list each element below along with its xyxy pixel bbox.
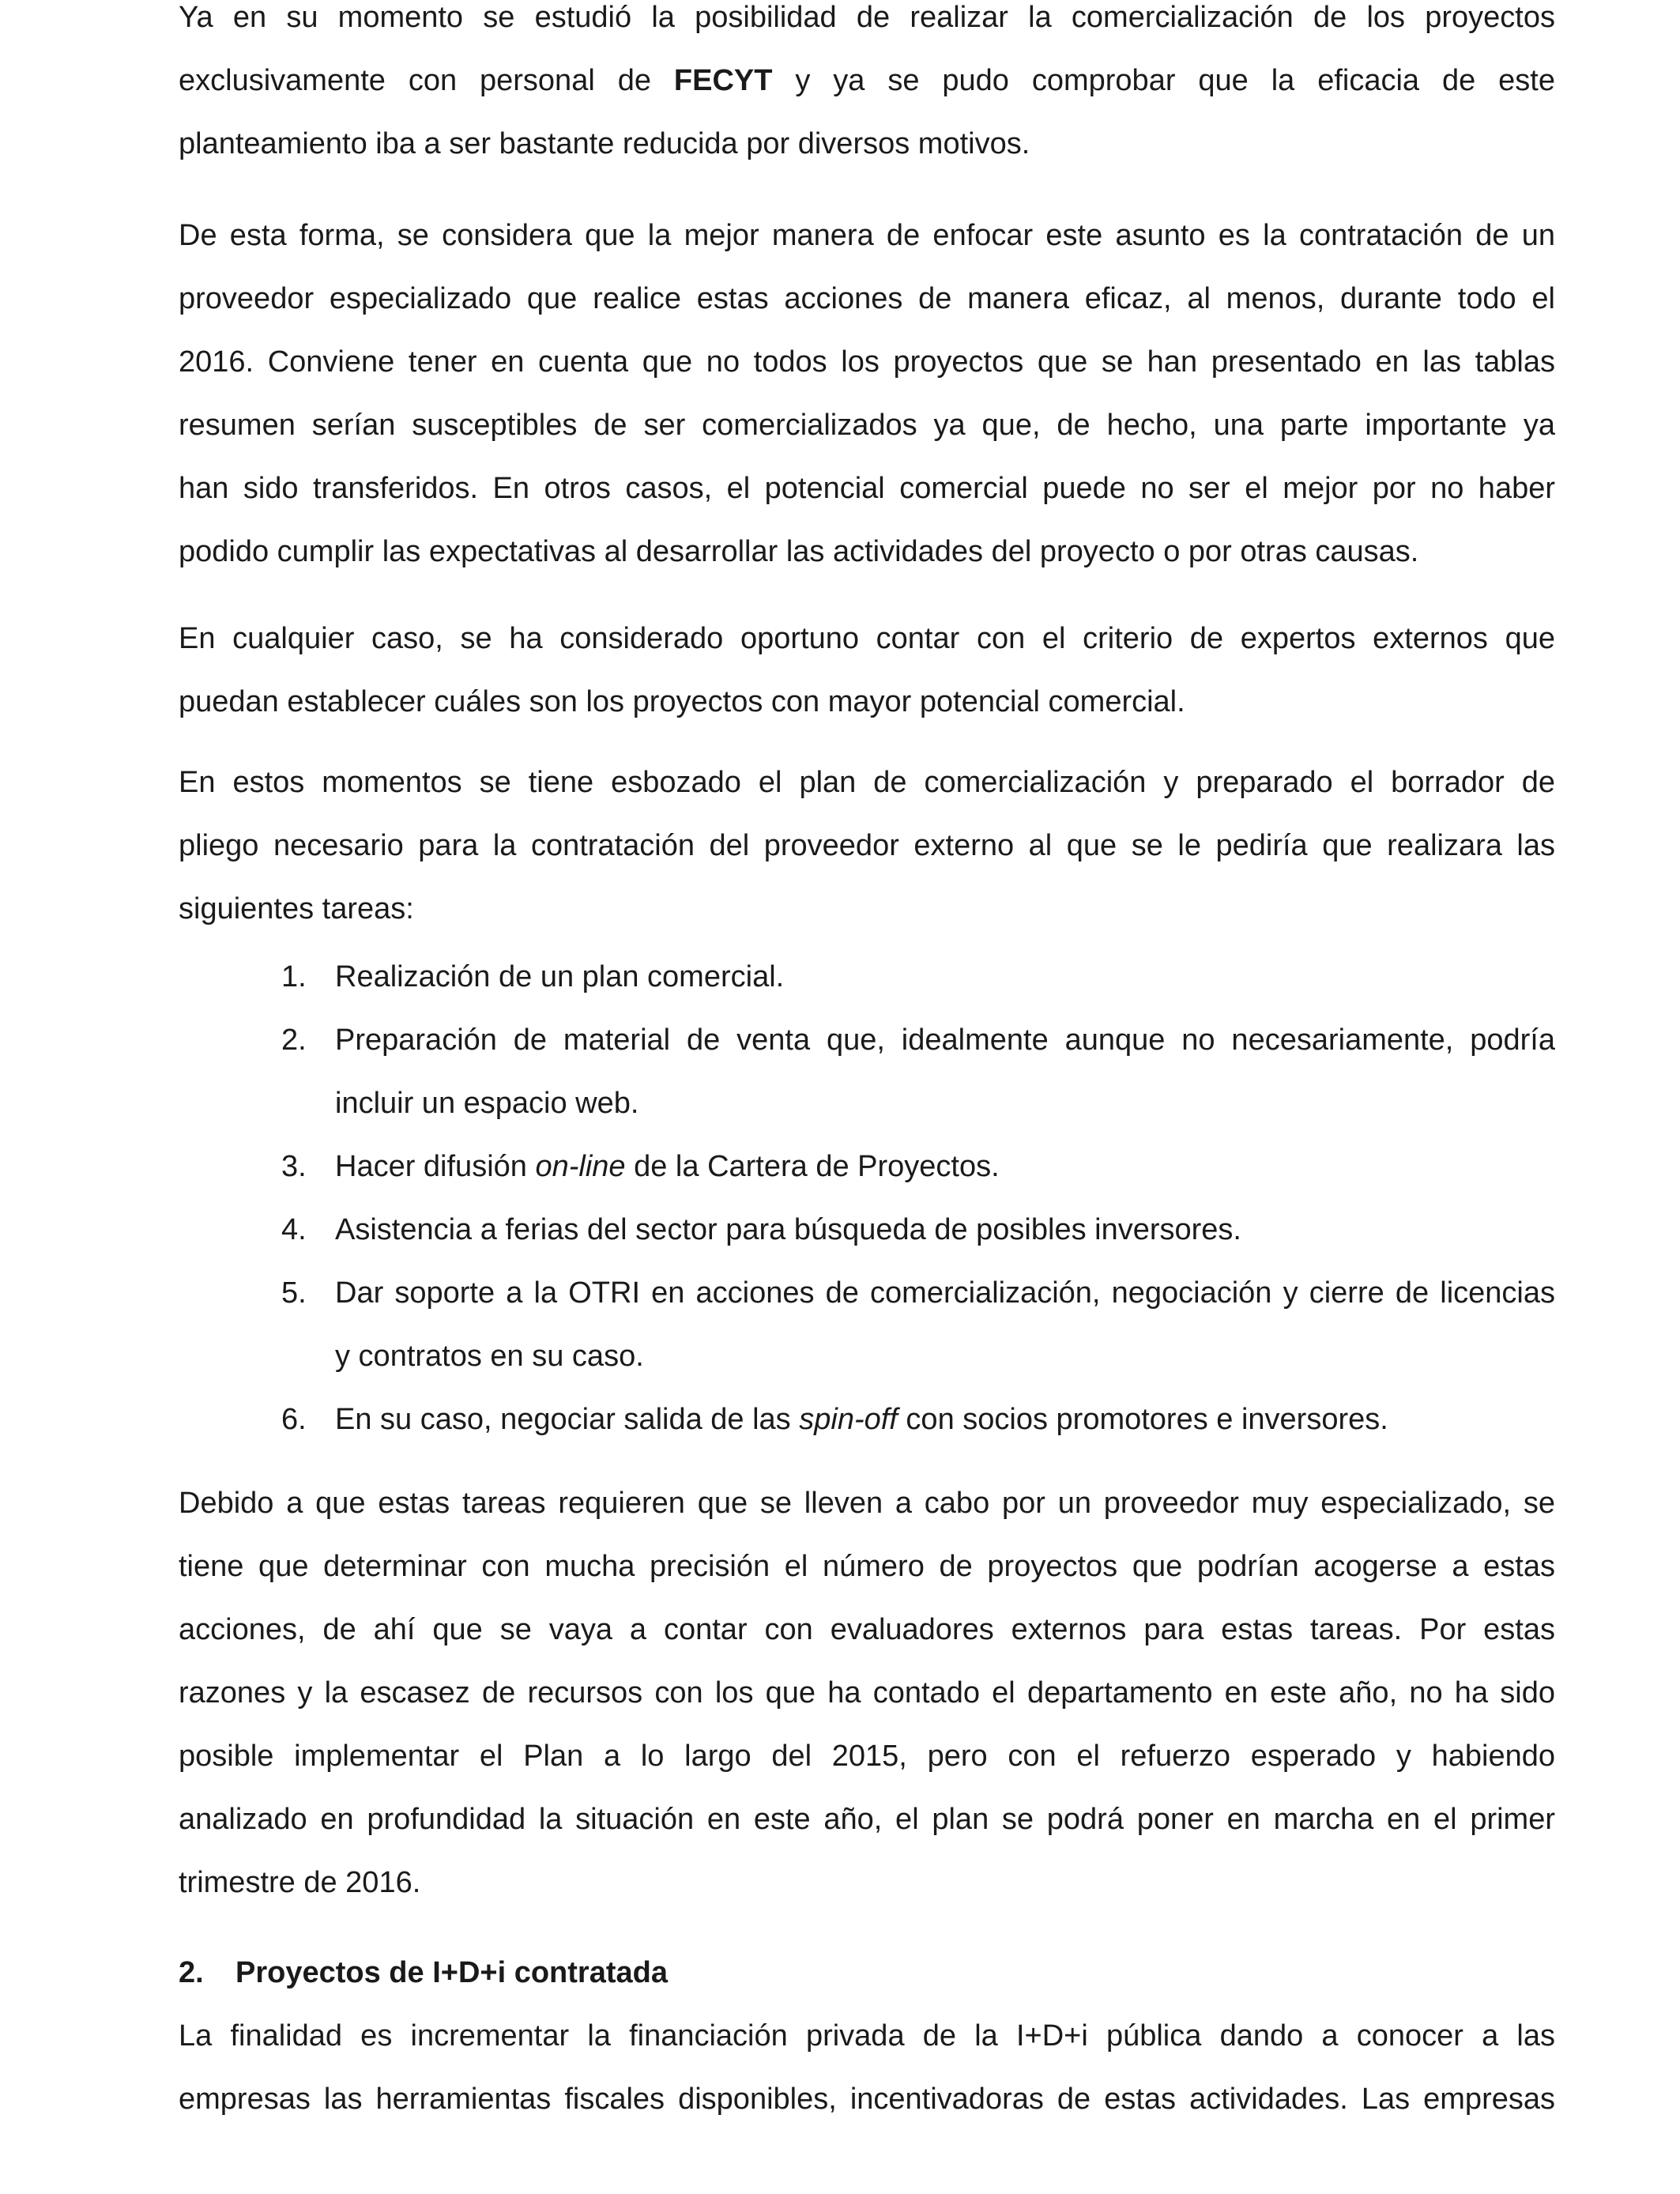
text-line: De esta forma, se considera que la mejor manera de enfocar este asunto es la contratación de un: [179, 219, 1555, 252]
paragraph: [179, 1472, 1555, 1914]
text-line: puedan establecer cuáles son los proyectos con mayor potencial comercial.: [179, 685, 1185, 718]
text-span: En su caso, negociar salida de las: [335, 1403, 800, 1436]
text-line: [335, 1388, 1555, 1451]
text-span: y ya se pudo comprobar que la eficacia de este: [772, 64, 1555, 97]
text-line: analizado en profundidad la situación en este año, el plan se podrá poner en marcha en el primer: [179, 1803, 1555, 1836]
list-text: [335, 1388, 1555, 1451]
list-number: 4.: [281, 1213, 307, 1246]
text-line: Ya en su momento se estudió la posibilidad de realizar la comercialización de los proyectos: [179, 1, 1555, 34]
text-span: Hacer difusión: [335, 1150, 536, 1183]
list-number: 2.: [281, 1023, 307, 1057]
text-line: planteamiento iba a ser bastante reducida por diversos motivos.: [179, 127, 1030, 160]
text-line: podido cumplir las expectativas al desarrollar las actividades del proyecto o por otras causas.: [179, 535, 1419, 568]
paragraph: [179, 607, 1555, 733]
italic-text: on-line: [535, 1150, 626, 1183]
list-number: 1.: [281, 960, 307, 993]
text-line: resumen serían susceptibles de ser comercializados ya que, de hecho, una parte importante ya: [179, 409, 1555, 442]
italic-text: spin-off: [799, 1403, 898, 1436]
text-line: posible implementar el Plan a lo largo del 2015, pero con el refuerzo esperado y habiendo: [179, 1740, 1555, 1773]
section-number: 2.: [179, 1956, 204, 1989]
text-line: Debido a que estas tareas requieren que se lleven a cabo por un proveedor muy especializado, se: [179, 1487, 1555, 1520]
text-line: En cualquier caso, se ha considerado oportuno contar con el criterio de expertos externos que: [179, 622, 1555, 655]
text-line: pliego necesario para la contratación del proveedor externo al que se le pediría que realizara las: [179, 829, 1555, 862]
text-line: Preparación de material de venta que, idealmente aunque no necesariamente, podría: [335, 1023, 1555, 1057]
paragraph: [179, 204, 1555, 583]
paragraph: [179, 0, 1555, 175]
text-line: acciones, de ahí que se vaya a contar con evaluadores externos para estas tareas. Por estas: [179, 1613, 1555, 1646]
list-text: [335, 1135, 1555, 1198]
bold-text: FECYT: [673, 64, 773, 97]
text-line: incluir un espacio web.: [335, 1087, 639, 1120]
text-line: Dar soporte a la OTRI en acciones de comercialización, negociación y cierre de licencias: [335, 1276, 1555, 1310]
list-text: [335, 945, 1555, 1008]
text-span: exclusivamente con personal de: [179, 64, 674, 97]
paragraph: [179, 2004, 1555, 2131]
text-line: Realización de un plan comercial.: [335, 960, 785, 993]
list-text: [335, 1261, 1555, 1388]
text-line: razones y la escasez de recursos con los que ha contado el departamento en este año, no ha sido: [179, 1676, 1555, 1710]
list-text: [335, 1198, 1555, 1261]
list-text: [335, 1008, 1555, 1135]
text-line: siguientes tareas:: [179, 892, 414, 925]
list-number: 6.: [281, 1403, 307, 1436]
text-line: tiene que determinar con mucha precisión el número de proyectos que podrían acogerse a estas: [179, 1550, 1555, 1583]
text-span: con socios promotores e inversores.: [897, 1403, 1388, 1436]
list-number: 5.: [281, 1276, 307, 1310]
text-line: trimestre de 2016.: [179, 1866, 421, 1899]
list-number: 3.: [281, 1150, 307, 1183]
text-line: empresas las herramientas fiscales disponibles, incentivadoras de estas actividades. Las empresas: [179, 2083, 1555, 2116]
text-line: proveedor especializado que realice estas acciones de manera eficaz, al menos, durante todo el: [179, 282, 1555, 315]
text-span: de la Cartera de Proyectos.: [625, 1150, 1000, 1183]
text-line: y contratos en su caso.: [335, 1340, 644, 1373]
text-line: Asistencia a ferias del sector para búsqueda de posibles inversores.: [335, 1213, 1241, 1246]
section-title: Proyectos de I+D+i contratada: [235, 1956, 668, 1989]
text-line: han sido transferidos. En otros casos, el potencial comercial puede no ser el mejor por no haber: [179, 472, 1555, 505]
text-line: La finalidad es incrementar la financiación privada de la I+D+i pública dando a conocer a las: [179, 2019, 1555, 2053]
text-line: En estos momentos se tiene esbozado el plan de comercialización y preparado el borrador de: [179, 766, 1555, 799]
paragraph: [179, 751, 1555, 941]
section-heading: [179, 1941, 668, 2004]
text-line: 2016. Conviene tener en cuenta que no todos los proyectos que se han presentado en las tablas: [179, 345, 1555, 379]
text-line: [335, 1135, 1555, 1198]
text-line: [179, 49, 1555, 112]
